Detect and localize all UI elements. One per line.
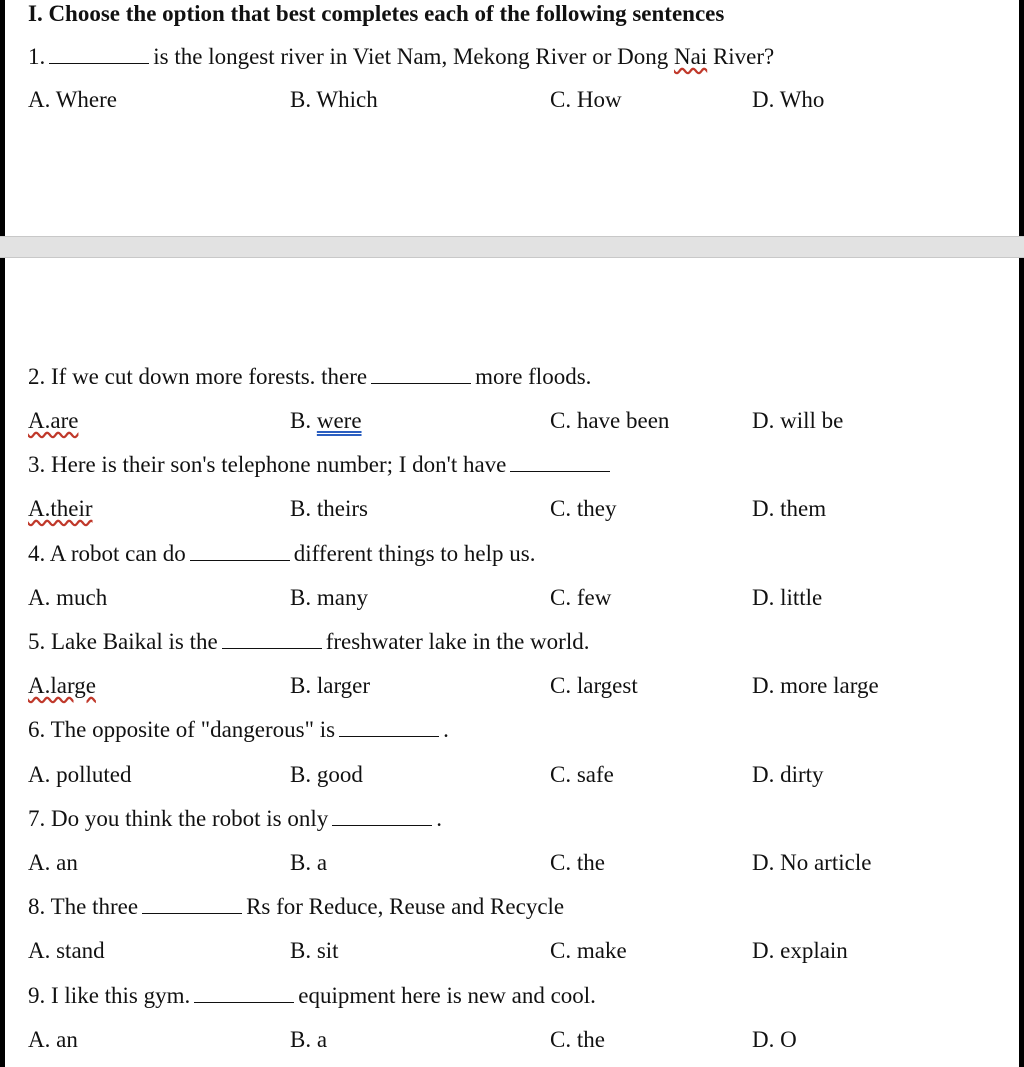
q4-option-b: B. many	[290, 585, 368, 610]
answer-blank	[49, 45, 149, 64]
q9-option-d: D. O	[752, 1027, 797, 1052]
answer-blank	[222, 630, 322, 649]
q9-option-c: C. the	[550, 1027, 605, 1052]
question-1-spell-flag: Nai	[673, 44, 708, 69]
question-7-text: 7. Do you think the robot is only	[28, 806, 329, 831]
question-8-text: 8. The three	[28, 894, 139, 919]
q5-option-b: B. larger	[290, 673, 371, 698]
answer-blank	[332, 807, 432, 826]
question-5-after: freshwater lake in the world.	[325, 629, 590, 654]
q6-option-a: A. polluted	[28, 762, 132, 787]
question-1-text: is the longest river in Viet Nam, Mekong River or Dong	[153, 44, 674, 69]
q6-option-c: C. safe	[550, 762, 614, 787]
section-title: I. Choose the option that best completes each of the following sentences	[28, 1, 725, 26]
q2-option-b	[290, 407, 362, 435]
q2-option-d: D. will be	[752, 408, 844, 433]
question-7-after: .	[436, 806, 443, 831]
question-8-after: Rs for Reduce, Reuse and Recycle	[246, 894, 565, 919]
q3-option-a: A.their	[28, 496, 93, 521]
q3-option-c: C. they	[550, 496, 617, 521]
question-7	[28, 805, 442, 833]
question-4	[28, 540, 535, 568]
question-4-after: different things to help us.	[293, 541, 536, 566]
question-2	[28, 363, 591, 391]
question-6	[28, 716, 449, 744]
q2-option-b-prefix: B.	[290, 408, 317, 433]
q3-option-b: B. theirs	[290, 496, 368, 521]
q5-option-a: A.large	[28, 673, 96, 698]
q7-option-b: B. a	[290, 850, 328, 875]
question-3	[28, 451, 614, 479]
question-1-end: River?	[707, 44, 775, 69]
q2-option-a: A.are	[28, 408, 79, 433]
q1-option-d: D. Who	[752, 87, 825, 112]
question-3-text: 3. Here is their son's telephone number; I don't have	[28, 452, 507, 477]
q7-option-d: D. No article	[752, 850, 872, 875]
answer-blank	[339, 718, 439, 737]
q9-option-a: A. an	[28, 1027, 78, 1052]
q9-option-b: B. a	[290, 1027, 328, 1052]
question-8	[28, 893, 564, 921]
question-2-text: 2. If we cut down more forests. there	[28, 364, 368, 389]
q5-option-d: D. more large	[752, 673, 879, 698]
question-9-after: equipment here is new and cool.	[298, 983, 596, 1008]
q7-option-c: C. the	[550, 850, 605, 875]
q8-option-c: C. make	[550, 938, 627, 963]
document-page-top	[5, 0, 1019, 236]
q8-option-d: D. explain	[752, 938, 848, 963]
question-5-text: 5. Lake Baikal is the	[28, 629, 218, 654]
q2-option-b-word: were	[316, 408, 362, 433]
question-6-text: 6. The opposite of "dangerous" is	[28, 717, 336, 742]
answer-blank	[194, 984, 294, 1003]
question-1	[28, 43, 774, 71]
q1-option-b: B. Which	[290, 87, 378, 112]
answer-blank	[190, 542, 290, 561]
q3-option-d: D. them	[752, 496, 827, 521]
q6-option-d: D. dirty	[752, 762, 824, 787]
q4-option-d: D. little	[752, 585, 823, 610]
question-9-text: 9. I like this gym.	[28, 983, 191, 1008]
q8-option-b: B. sit	[290, 938, 339, 963]
question-1-number: 1.	[28, 44, 46, 69]
q8-option-a: A. stand	[28, 938, 105, 963]
q7-option-a: A. an	[28, 850, 78, 875]
answer-blank	[371, 365, 471, 384]
q4-option-a: A. much	[28, 585, 108, 610]
q6-option-b: B. good	[290, 762, 363, 787]
question-4-text: 4. A robot can do	[28, 541, 186, 566]
question-5	[28, 628, 589, 656]
page-gap	[0, 236, 1024, 258]
question-2-after: more floods.	[475, 364, 592, 389]
question-6-after: .	[443, 717, 449, 742]
answer-blank	[510, 453, 610, 472]
q1-option-a: A. Where	[28, 87, 117, 112]
q2-option-c: C. have been	[550, 408, 670, 433]
q1-option-c: C. How	[550, 87, 622, 112]
answer-blank	[142, 895, 242, 914]
question-9	[28, 982, 596, 1010]
q4-option-c: C. few	[550, 585, 612, 610]
q5-option-c: C. largest	[550, 673, 638, 698]
